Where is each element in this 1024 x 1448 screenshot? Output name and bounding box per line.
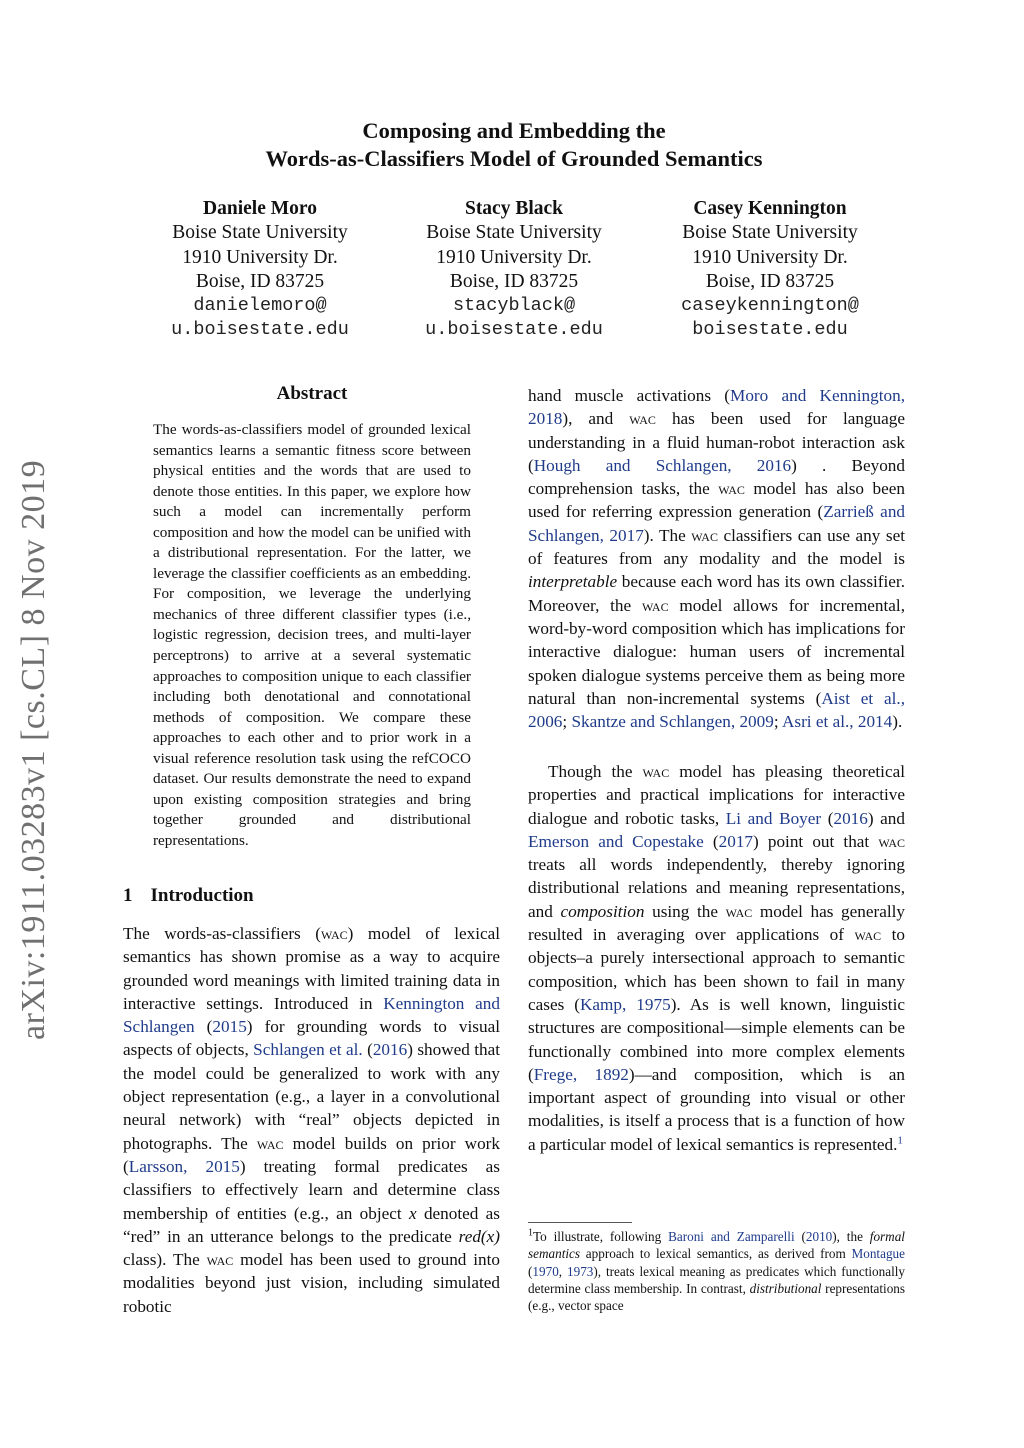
wac-term: wac [206,1250,234,1270]
author-affiliation: Boise State University [426,222,602,244]
title-line-2: Words-as-Classifiers Model of Grounded Semantics [265,146,763,171]
wac-term: wac [642,762,670,781]
section-title: Introduction [150,885,254,906]
math-predicate: red(x) [458,1226,500,1246]
citation-link[interactable]: Li and Boyer [725,808,822,828]
author-city: Boise, ID 83725 [705,270,835,292]
wac-term: wac [725,901,753,921]
citation-link[interactable]: 2016 [833,808,868,828]
wac-term: wac [878,831,905,851]
wac-term: wac [854,925,882,945]
citation-link[interactable]: 2010 [805,1229,833,1244]
intro-paragraph-1: The words-as-classifiers (wac) model of lexical semantics has shown promise as a way to acquire grounded word meanings with limited training data in interactive settings. Introduced in Kennington and Schlangen (2015) for grounding words to visual aspects of objects, Schlangen et al. (2016) showed that the model could be generalized to work with any object representation (e.g., a layer in a convolutional neural network) with “real” objects depicted in photographs. The wac model builds on prior work (Larsson, 2015) treating formal predicates as classifiers to effectively learn and determine class membership of entities (e.g., an object x denoted as “red” in an utterance belongs to the predicate red(x) class). The wac model has been used to ground into modalities beyond just vision, including simulated robotic [123,924,501,1316]
author-card [384,197,644,343]
intro-paragraph-2: Though the wac model has pleasing theoretical properties and practical implications for interactive dialogue and robotic tasks, Li and Boyer (2016) and Emerson and Copestake (2017) point out that wac treats all words independently, thereby ignoring distributional relations and meaning representations, and composition using the wac model has generally resulted in averaging over applications of wac to objects–a purely intersectional approach to semantic composition, which has been shown to fail in many cases (Kamp, 1975). As is well known, linguistic structures are compositional—simple elements can be functionally combined into more complex elements (Frege, 1892)—and composition, which is an important aspect of grounding into visual or other modalities, is itself a process that is a function of how a particular model of lexical semantics is represented.$^1$ [528,762,905,1154]
citation-link[interactable]: 1970 [532,1263,559,1279]
author-affiliation: Boise State University [172,222,348,244]
section-number: 1 [123,885,133,906]
author-email-line-1: danielemoro@ [193,295,327,317]
author-card [130,197,390,343]
citation-link[interactable]: Asri et al., 2014 [781,712,893,732]
abstract-text: The words-as-classifiers model of grounded lexical semantics learns a semantic fitness score between physical entities and the words that are used to denote those entities. In this paper, we explore how such a model can incrementally perform composition and how the model can be unified with a distributional representation. For the latter, we leverage the classifier coefficients as an embedding. For composition, we leverage the underlying mechanics of three different classifier types (i.e., logistic regression, decision trees, and multi-layer perceptrons) to arrive at a several systematic approaches to composition unique to each classifier including both denotational and connotational methods of composition. We compare these approaches to each other and to prior work in a visual reference resolution task using the refCOCO dataset. Our results demonstrate the need to expand upon existing composition strategies and bring together grounded and distributional representations. [153,421,471,849]
arxiv-identifier: arXiv:1911.03283v1 [cs.CL] 8 Nov 2019 [15,459,52,1040]
math-variable: x [408,1203,417,1223]
author-email-line-1: stacyblack@ [452,295,576,317]
author-name: Stacy Black [464,198,564,219]
citation-link[interactable]: Montague [851,1246,905,1262]
citation-link[interactable]: 2017 [718,831,754,851]
citation-link[interactable]: 2015 [212,1017,247,1037]
footnote-mark: 1 [528,1227,533,1239]
citation-link[interactable]: Larsson, 2015 [128,1156,240,1176]
author-email-line-2: u.boisestate.edu [171,319,349,341]
wac-term: wac [256,1133,284,1153]
intro-paragraph-1-continued: hand muscle activations (Moro and Kennington, 2018), and wac has been used for language understanding in a fluid human-robot interaction ask (Hough and Schlangen, 2016) . Beyond comprehension tasks, the wac model has also been used for referring expression generation (Zarrieß and Schlangen, 2017). The wac classifiers can use any set of features from any modality and the model is interpretable because each word has its own classifier. Moreover, the wac model allows for incremental, word-by-word composition which has implications for interactive dialogue: human users of incremental spoken dialogue systems perceive them as being more natural than non-incremental systems (Aist et al., 2006; Skantze and Schlangen, 2009; Asri et al., 2014). [528,386,906,732]
wac-term: wac [718,479,745,499]
author-block [130,197,900,347]
wac-term: wac [641,595,669,615]
author-card [640,197,900,343]
citation-link[interactable]: Schlangen et al. [253,1040,363,1060]
emphasis: composition [560,901,645,921]
citation-link[interactable]: Zarrieß and Schlangen, 2017 [528,502,906,545]
author-email-line-1: caseykennington@ [681,295,859,317]
wac-term: wac [320,924,348,943]
citation-link[interactable]: Moro and Kennington, 2018 [528,386,905,429]
author-email-line-2: u.boisestate.edu [425,319,603,341]
wac-term: wac [629,409,656,429]
emphasis: formal semantics [528,1229,905,1262]
section-heading-introduction [123,885,254,907]
wac-term: wac [691,525,718,545]
author-city: Boise, ID 83725 [195,270,325,292]
emphasis: interpretable [528,572,618,592]
footnote-reference[interactable]: 1 [897,1134,903,1147]
author-city: Boise, ID 83725 [449,270,579,292]
citation-link[interactable]: Kamp, 1975 [580,994,671,1014]
citation-link[interactable]: Aist et al., 2006 [528,688,905,732]
author-street: 1910 University Dr. [436,246,592,268]
citation-link[interactable]: Kennington and Schlangen [123,993,500,1037]
author-street: 1910 University Dr. [692,246,848,268]
citation-link[interactable]: Skantze and Schlangen, 2009 [571,712,774,732]
citation-link[interactable]: Emerson and Copestake [528,831,704,851]
citation-link[interactable]: Hough and Schlangen, 2016 [533,455,792,475]
author-email-line-2: boisestate.edu [692,319,848,341]
paper-title [0,117,1024,173]
footnote-divider [528,1222,632,1223]
author-street: 1910 University Dr. [182,246,338,268]
author-affiliation: Boise State University [682,222,858,244]
citation-link[interactable]: Frege, 1892 [533,1064,629,1084]
citation-link[interactable]: Baroni and Zamparelli [668,1229,795,1244]
title-line-1: Composing and Embedding the [362,118,666,143]
footnote: $^1$To illustrate, following Baroni and Zamparelli (2010), the formal semantics approach to lexical semantics, as derived from Montague (1970, 1973), treats lexical meaning as predicates which functionally determine class membership. In contrast, distributional representations (e.g., vector space [528,1227,906,1314]
citation-link[interactable]: 1973 [567,1263,594,1279]
author-name: Daniele Moro [203,198,317,219]
author-name: Casey Kennington [693,198,847,219]
abstract-heading: Abstract [276,383,348,404]
emphasis: distributional [749,1280,822,1296]
citation-link[interactable]: 2016 [372,1040,408,1060]
